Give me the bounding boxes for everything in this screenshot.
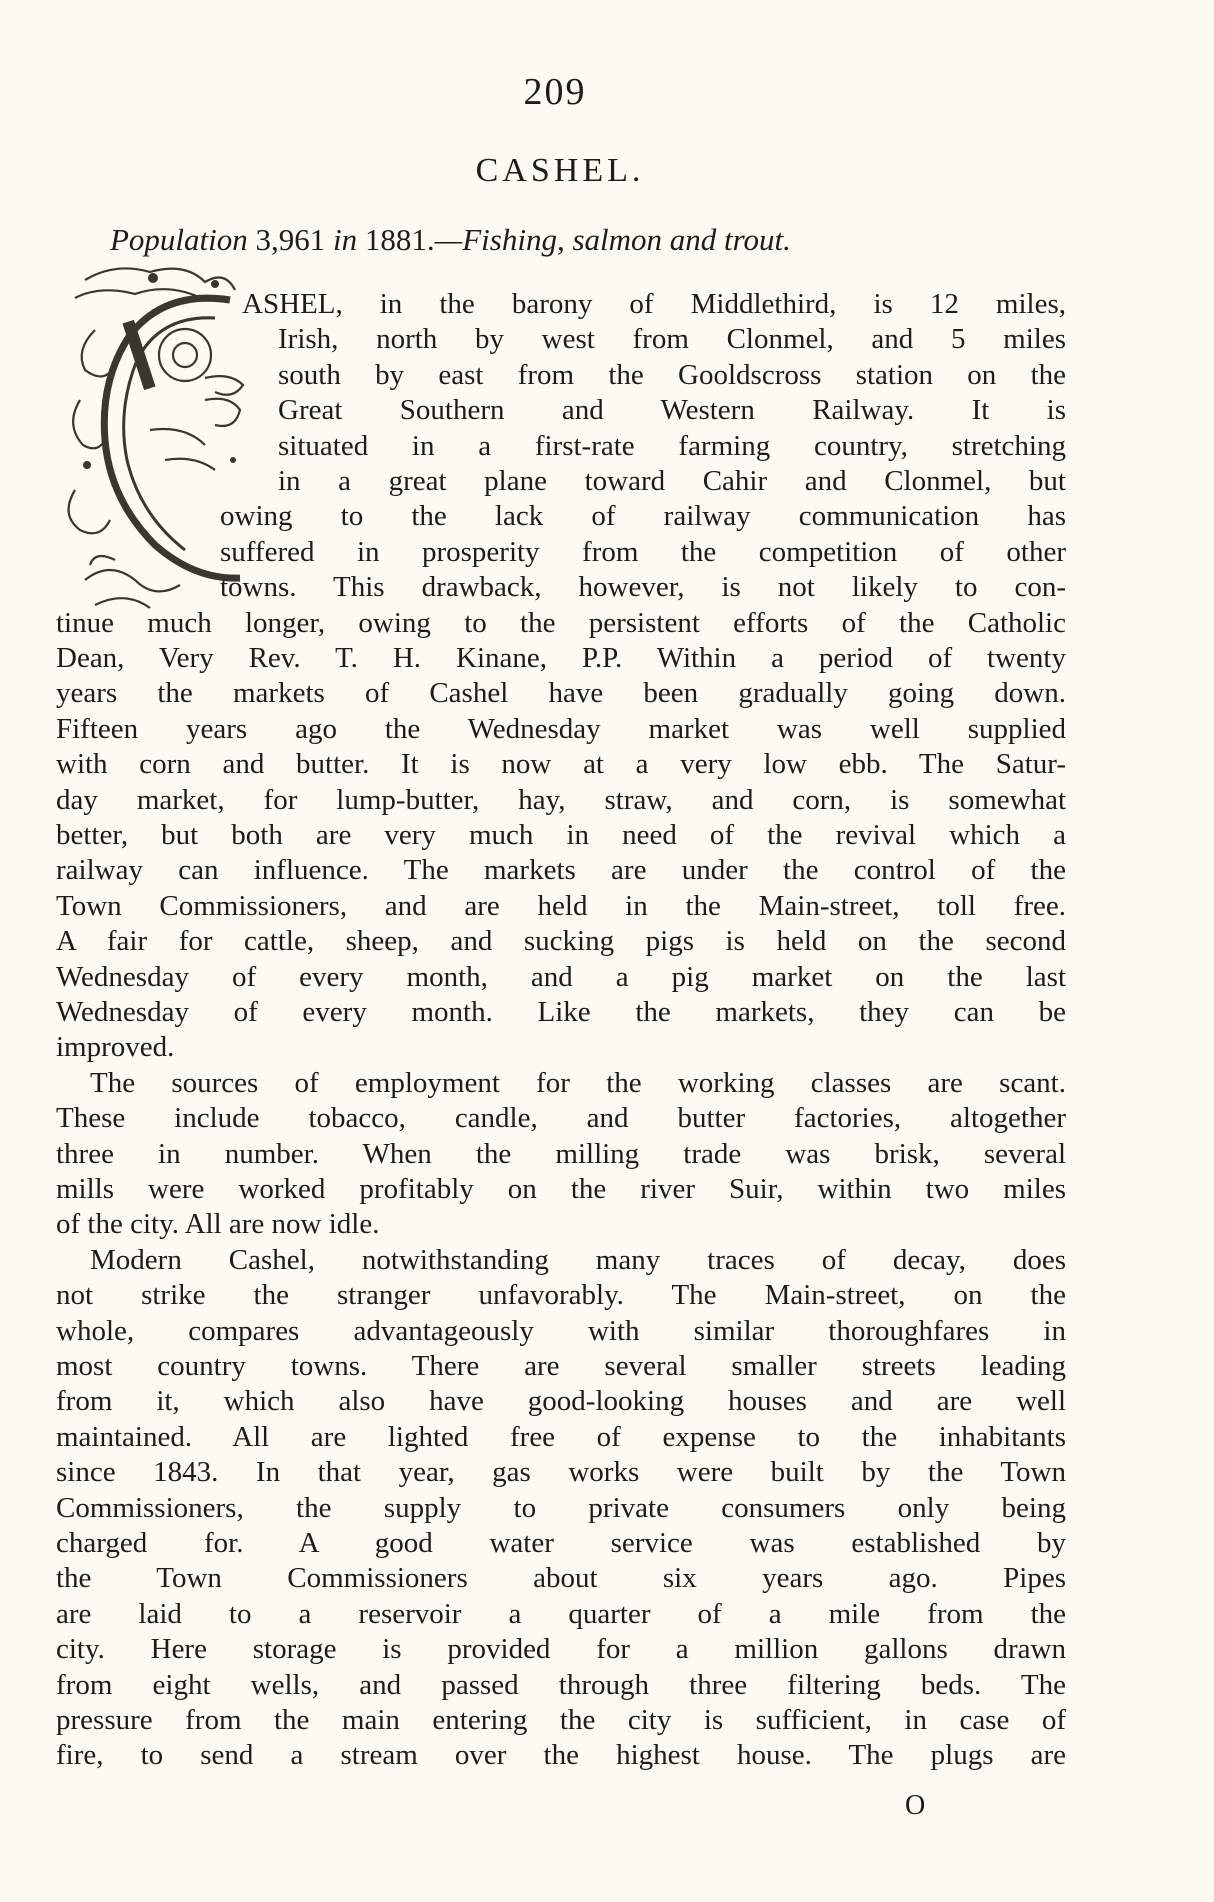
text-line: charged for. A good water service was established by xyxy=(56,1527,1066,1559)
census-year: 1881. xyxy=(364,222,435,257)
text-line: better, but both are very much in need of the revival which a xyxy=(56,819,1066,851)
text-line: whole, compares advantageously with similar thoroughfares in xyxy=(56,1314,1066,1347)
text-line: maintained. All are lighted free of expense to the inhabitants xyxy=(56,1420,1066,1453)
page-number: 209 xyxy=(523,71,587,113)
text-line: are laid to a reservoir a quarter of a mile from the xyxy=(56,1597,1066,1630)
text-line: towns. This drawback, however, is not likely to con- xyxy=(220,571,1066,604)
population-line xyxy=(110,222,1060,258)
text-line: ASHEL, in the barony of Middlethird, is 12 miles, xyxy=(242,288,1066,320)
text-line: Irish, north by west from Clonmel, and 5 miles xyxy=(278,323,1066,356)
text-line: Dean, Very Rev. T. H. Kinane, P.P. Within a period of twenty xyxy=(56,642,1066,674)
text-line: Wednesday of every month, and a pig market on the last xyxy=(56,960,1066,993)
text-line: pressure from the main entering the city is sufficient, in case of xyxy=(56,1704,1066,1736)
text-line: not strike the stranger unfavorably. The Main-street, on the xyxy=(56,1279,1066,1312)
text-line: with corn and butter. It is now at a very low ebb. The Satur- xyxy=(56,748,1066,781)
text-line: mills were worked profitably on the river Suir, within two miles xyxy=(56,1173,1066,1205)
text-line: of the city. All are now idle. xyxy=(56,1208,380,1241)
population-label: Population xyxy=(110,222,248,257)
text-line: from it, which also have good-looking houses and are well xyxy=(56,1385,1066,1418)
text-line: three in number. When the milling trade was brisk, several xyxy=(56,1137,1066,1170)
in-word: in xyxy=(333,222,358,257)
text-line: A fair for cattle, sheep, and sucking pigs is held on the second xyxy=(56,925,1066,958)
text-line: These include tobacco, candle, and butter factories, altogether xyxy=(56,1102,1066,1135)
text-line: Fifteen years ago the Wednesday market was well supplied xyxy=(56,712,1066,745)
text-line: suffered in prosperity from the competition of other xyxy=(220,535,1066,568)
text-line: tinue much longer, owing to the persistent efforts of the Catholic xyxy=(56,606,1066,639)
fishing-note: —Fishing, salmon and trout. xyxy=(434,222,791,257)
text-line: Commissioners, the supply to private consumers only being xyxy=(56,1491,1066,1524)
text-line: the Town Commissioners about six years ago. Pipes xyxy=(56,1562,1066,1595)
text-line: The sources of employment for the working classes are scant. xyxy=(90,1066,1066,1099)
text-line: south by east from the Gooldscross station on the xyxy=(278,358,1066,391)
text-line: since 1843. In that year, gas works were built by the Town xyxy=(56,1456,1066,1489)
text-line: owing to the lack of railway communication has xyxy=(220,500,1066,533)
page-title: CASHEL. xyxy=(475,152,645,189)
text-line: Town Commissioners, and are held in the Main-street, toll free. xyxy=(56,889,1066,922)
text-line: years the markets of Cashel have been gradually going down. xyxy=(56,677,1066,710)
signature-mark: O xyxy=(905,1790,926,1821)
text-line: situated in a first-rate farming country, stretching xyxy=(278,429,1066,462)
text-line: day market, for lump-butter, hay, straw, and corn, is somewhat xyxy=(56,783,1066,816)
text-line: railway can influence. The markets are under the control of the xyxy=(56,854,1066,887)
text-line: most country towns. There are several smaller streets leading xyxy=(56,1350,1066,1382)
text-line: from eight wells, and passed through three filtering beds. The xyxy=(56,1668,1066,1701)
text-line: Great Southern and Western Railway. It is xyxy=(278,394,1066,427)
text-line: city. Here storage is provided for a million gallons drawn xyxy=(56,1633,1066,1666)
text-line: in a great plane toward Cahir and Clonmel, but xyxy=(278,465,1066,497)
text-line: improved. xyxy=(56,1031,175,1064)
population-value: 3,961 xyxy=(255,222,326,257)
text-line: fire, to send a stream over the highest house. The plugs are xyxy=(56,1739,1066,1772)
text-line: Wednesday of every month. Like the markets, they can be xyxy=(56,996,1066,1028)
text-line: Modern Cashel, notwithstanding many traces of decay, does xyxy=(90,1243,1066,1276)
